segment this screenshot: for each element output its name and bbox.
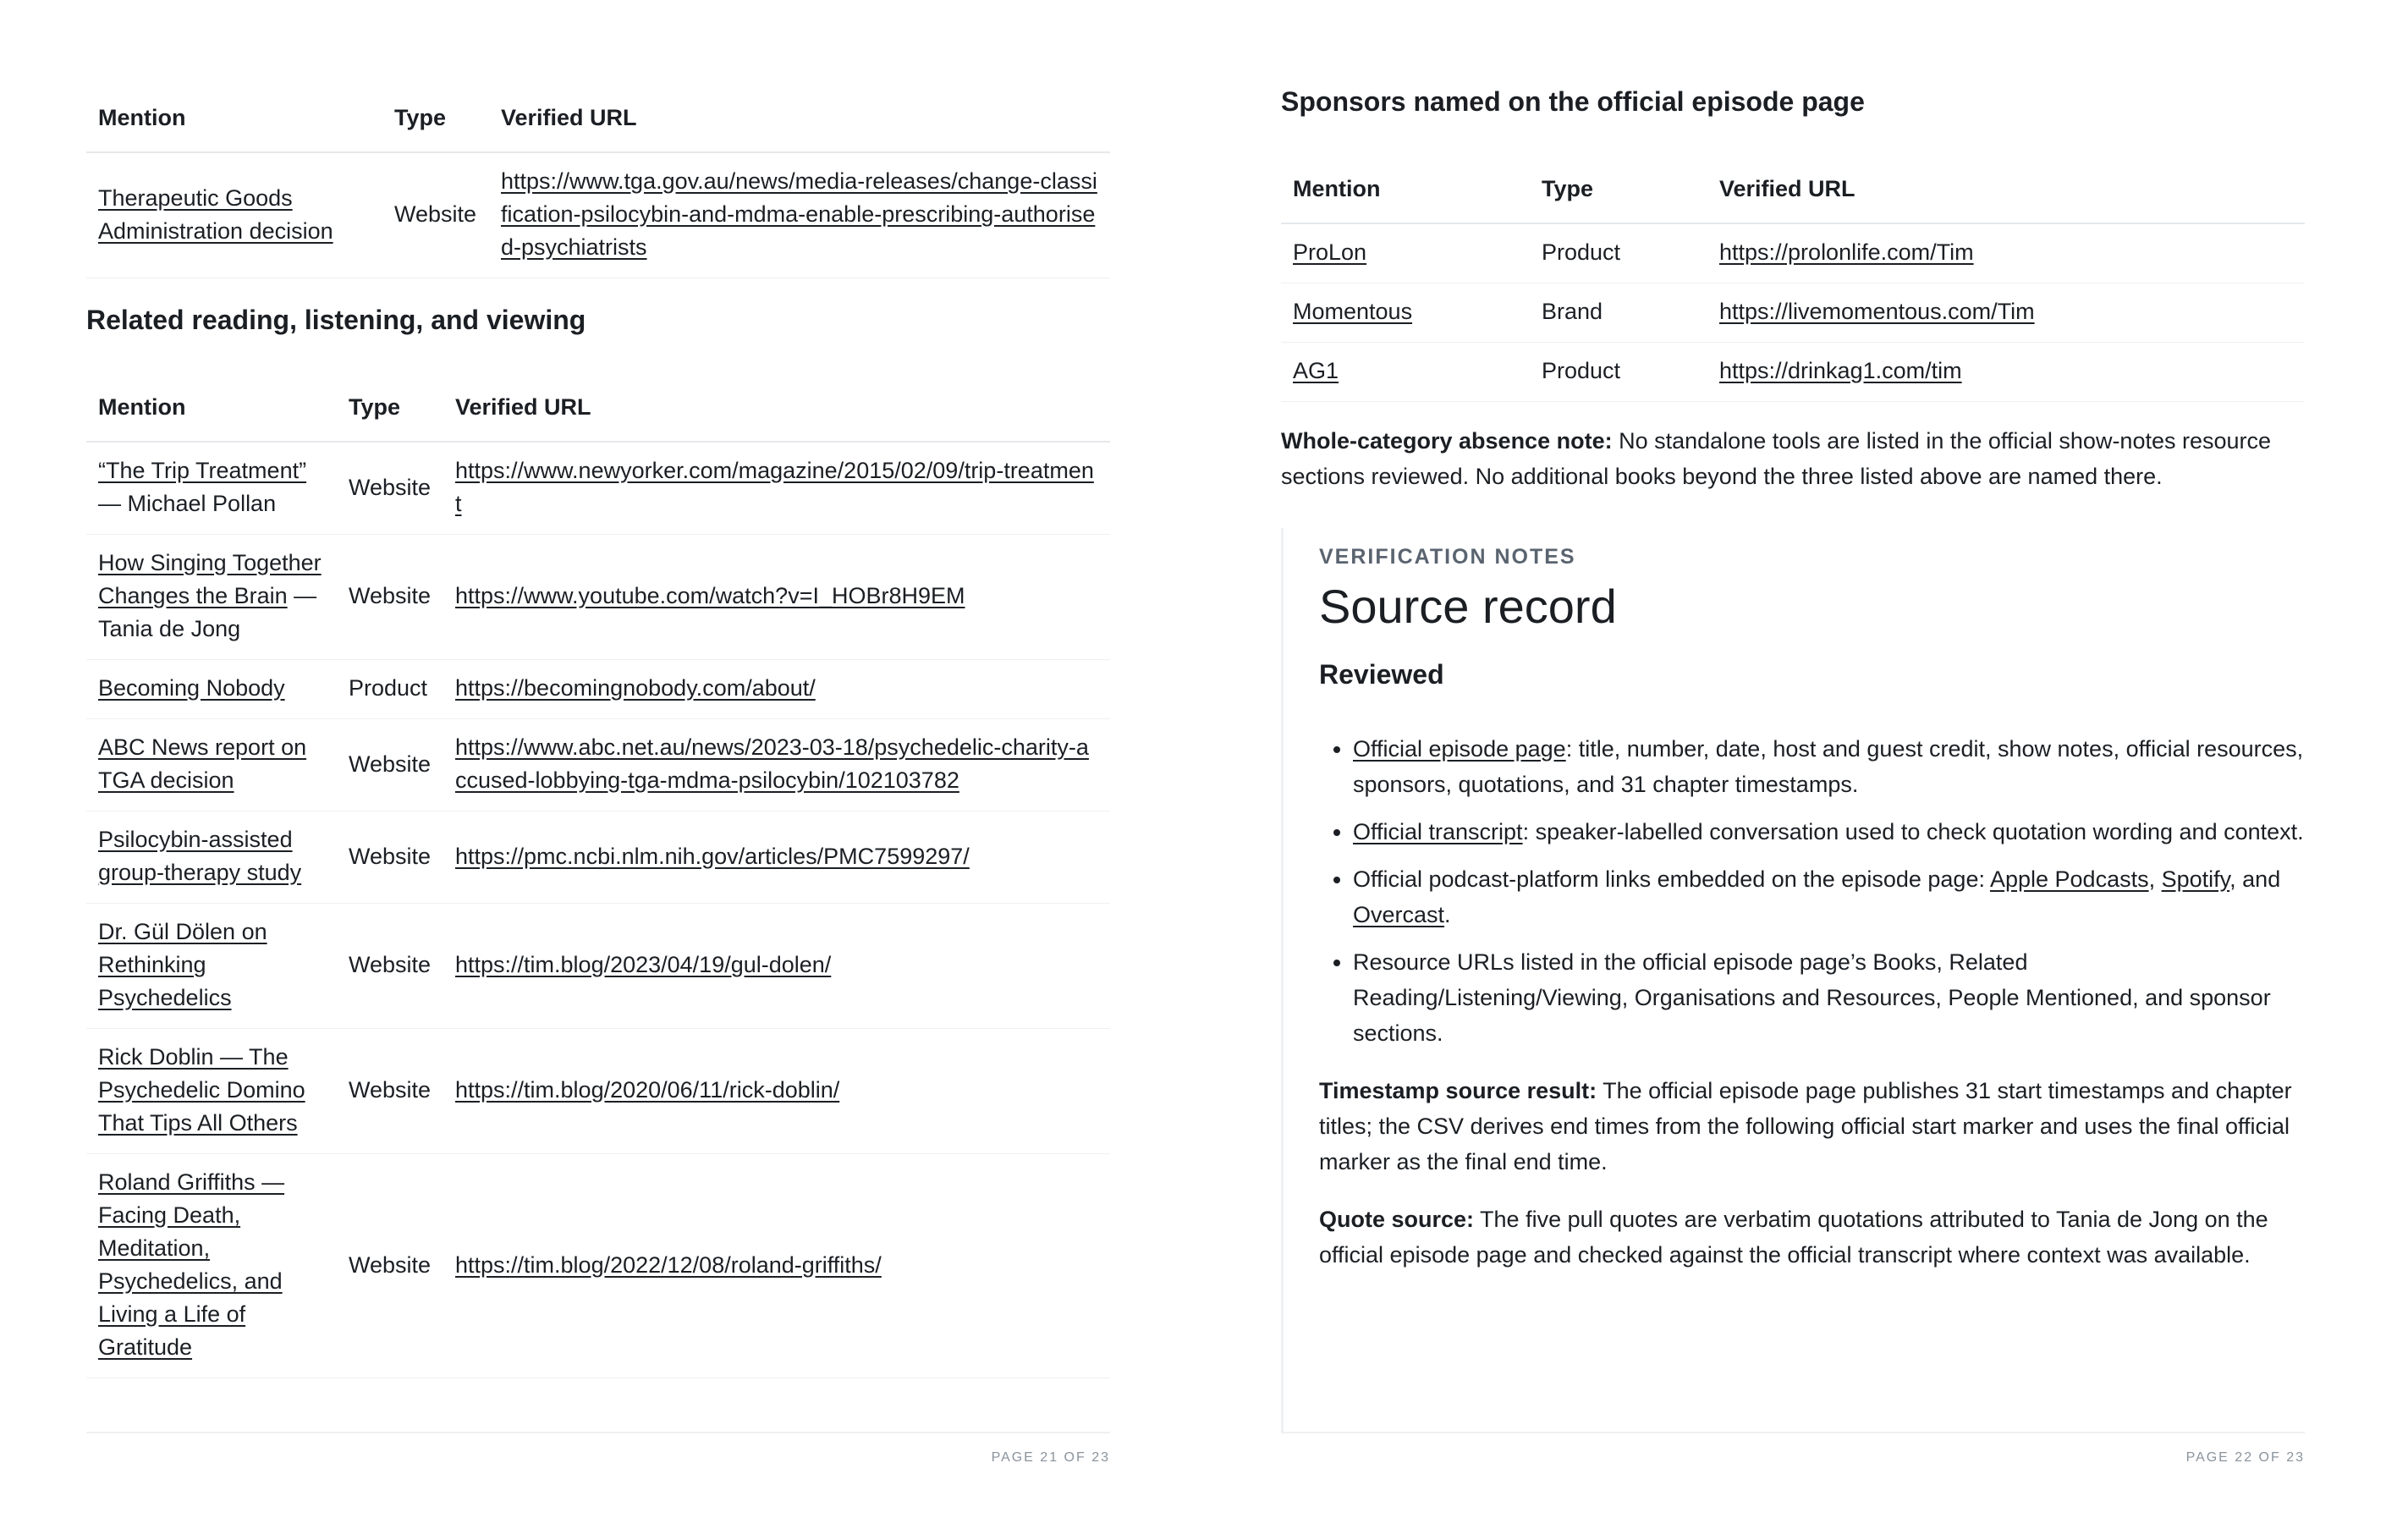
mention-link[interactable]: How Singing Together Changes the Brain — [98, 550, 322, 608]
table-row — [86, 811, 1110, 904]
verified-url-link[interactable]: https://www.youtube.com/watch?v=I_HOBr8H9EM — [455, 583, 965, 608]
table-row — [86, 1029, 1110, 1154]
url-cell — [443, 660, 1110, 719]
column-header-url: Verified URL — [489, 90, 1110, 152]
table-row — [86, 660, 1110, 719]
column-header-url: Verified URL — [1707, 161, 2305, 223]
list-item-text: Resource URLs listed in the official episode page’s Books, Related Reading/Listening/Viewing, Organisations and Resources, People Mentioned, and sponsor sections. — [1353, 949, 2271, 1046]
mention-link[interactable]: ProLon — [1293, 239, 1367, 265]
source-record-title: Source record — [1319, 580, 1617, 633]
mention-cell — [86, 1029, 337, 1154]
url-cell — [443, 719, 1110, 811]
reviewed-subtitle: Reviewed — [1319, 659, 1444, 690]
absence-note — [1281, 423, 2305, 494]
period: . — [1444, 902, 1451, 927]
table-row — [86, 719, 1110, 811]
section-heading-related: Related reading, listening, and viewing — [86, 305, 586, 335]
official-transcript-link[interactable]: Official transcript — [1353, 819, 1523, 844]
mention-cell — [1281, 343, 1530, 402]
mention-suffix: — Michael Pollan — [98, 491, 277, 516]
verified-url-link[interactable]: https://www.newyorker.com/magazine/2015/02/09/trip-treatment — [455, 458, 1094, 516]
separator: , and — [2229, 866, 2281, 892]
mention-link[interactable]: Momentous — [1293, 299, 1413, 324]
verified-url-link[interactable]: https://tim.blog/2020/06/11/rick-doblin/ — [455, 1077, 840, 1103]
apple-podcasts-link[interactable]: Apple Podcasts — [1989, 866, 2149, 892]
url-cell — [443, 1154, 1110, 1378]
mention-cell — [86, 660, 337, 719]
verified-url-link[interactable]: https://prolonlife.com/Tim — [1719, 239, 1974, 265]
column-header-mention: Mention — [86, 90, 382, 152]
url-cell — [443, 442, 1110, 535]
spotify-link[interactable]: Spotify — [2161, 866, 2230, 892]
url-cell — [443, 904, 1110, 1029]
mention-cell — [86, 904, 337, 1029]
url-cell — [443, 535, 1110, 660]
column-header-type: Type — [337, 379, 443, 442]
separator: , — [2148, 866, 2162, 892]
mention-cell — [86, 719, 337, 811]
timestamp-source-paragraph — [1319, 1073, 2305, 1180]
sponsors-table — [1281, 161, 2305, 402]
mention-suffix: — Tania de Jong — [98, 583, 317, 641]
column-header-mention: Mention — [1281, 161, 1530, 223]
mention-link[interactable]: Becoming Nobody — [98, 675, 285, 701]
page-21 — [86, 0, 1110, 1540]
list-item-text: : speaker-labelled conversation used to check quotation wording and context. — [1522, 819, 2304, 844]
mention-cell — [1281, 283, 1530, 343]
table-row — [86, 904, 1110, 1029]
type-cell: Product — [1530, 343, 1707, 402]
type-cell: Website — [337, 719, 443, 811]
mention-link[interactable]: Rick Doblin — The Psychedelic Domino That Tips All Others — [98, 1044, 305, 1136]
timestamp-source-text: The official episode page publishes 31 start timestamps and chapter titles; the CSV derives end times from the following official start marker and uses the final official marker as the final end time. — [1319, 1078, 2292, 1174]
url-cell — [443, 811, 1110, 904]
table-row — [86, 152, 1110, 278]
table-header-row — [86, 90, 1110, 152]
column-header-type: Type — [1530, 161, 1707, 223]
type-cell: Website — [337, 811, 443, 904]
table-row — [1281, 223, 2305, 283]
url-cell — [1707, 283, 2305, 343]
verification-notes-panel — [1281, 528, 2305, 1432]
verified-url-link[interactable]: https://tim.blog/2023/04/19/gul-dolen/ — [455, 952, 832, 977]
page-22 — [1281, 0, 2305, 1540]
official-episode-page-link[interactable]: Official episode page — [1353, 736, 1566, 762]
list-item-text: : title, number, date, host and guest credit, show notes, official resources, sponsors, quotations, and 31 chapter timestamps. — [1353, 736, 2304, 797]
table-row — [86, 442, 1110, 535]
mention-cell — [86, 442, 337, 535]
mention-cell — [86, 811, 337, 904]
type-cell: Website — [382, 152, 489, 278]
type-cell: Website — [337, 535, 443, 660]
column-header-url: Verified URL — [443, 379, 1110, 442]
timestamp-source-label: Timestamp source result: — [1319, 1078, 1597, 1103]
url-cell — [489, 152, 1110, 278]
mention-link[interactable]: AG1 — [1293, 358, 1339, 383]
url-cell — [443, 1029, 1110, 1154]
mention-link[interactable]: “The Trip Treatment” — [98, 458, 307, 483]
table-row — [86, 1154, 1110, 1378]
quote-source-text: The five pull quotes are verbatim quotations attributed to Tania de Jong on the official episode page and checked against the official transcript where context was available. — [1319, 1207, 2268, 1268]
column-header-type: Type — [382, 90, 489, 152]
quote-source-paragraph — [1319, 1202, 2305, 1273]
list-item — [1353, 731, 2305, 802]
list-item — [1353, 944, 2305, 1051]
mention-link[interactable]: Therapeutic Goods Administration decision — [98, 184, 333, 244]
verified-url-link[interactable]: https://becomingnobody.com/about/ — [455, 675, 816, 701]
mention-cell — [86, 1154, 337, 1378]
mention-link[interactable]: Roland Griffiths — Facing Death, Meditation, Psychedelics, and Living a Life of Gratitude — [98, 1169, 285, 1360]
verified-url-link[interactable]: https://livemomentous.com/Tim — [1719, 299, 2035, 324]
section-heading-sponsors: Sponsors named on the official episode page — [1281, 86, 1865, 117]
table-header-row — [1281, 161, 2305, 223]
mention-link[interactable]: Psilocybin-assisted group-therapy study — [98, 827, 302, 885]
page-number: PAGE 21 OF 23 — [86, 1432, 1110, 1466]
overcast-link[interactable]: Overcast — [1353, 902, 1445, 927]
table-row — [1281, 343, 2305, 402]
quote-source-label: Quote source: — [1319, 1207, 1475, 1232]
related-table — [86, 379, 1110, 1378]
type-cell: Brand — [1530, 283, 1707, 343]
mention-cell — [86, 152, 382, 278]
list-item — [1353, 861, 2305, 932]
table-header-row — [86, 379, 1110, 442]
page-number: PAGE 22 OF 23 — [1281, 1432, 2305, 1466]
list-item — [1353, 814, 2305, 850]
mention-cell — [1281, 223, 1530, 283]
verified-url-link[interactable]: https://drinkag1.com/tim — [1719, 358, 1962, 383]
verified-url-link[interactable]: https://tim.blog/2022/12/08/roland-griffiths/ — [455, 1251, 882, 1278]
mention-link[interactable]: ABC News report on TGA decision — [98, 734, 307, 793]
mention-cell — [86, 535, 337, 660]
list-item-text: Official podcast-platform links embedded on the episode page: — [1353, 866, 1990, 892]
absence-note-text: No standalone tools are listed in the official show-notes resource sections reviewed. No additional books beyond the three listed above are named there. — [1281, 428, 2272, 489]
type-cell: Website — [337, 1154, 443, 1378]
type-cell: Website — [337, 904, 443, 1029]
type-cell: Product — [337, 660, 443, 719]
resources-table-top — [86, 90, 1110, 278]
table-row — [86, 535, 1110, 660]
verified-url-link[interactable]: https://www.abc.net.au/news/2023-03-18/psychedelic-charity-accused-lobbying-tga-mdma-psilocybin/102103782 — [455, 734, 1089, 793]
absence-note-label: Whole-category absence note: — [1281, 428, 1613, 454]
type-cell: Product — [1530, 223, 1707, 283]
type-cell: Website — [337, 442, 443, 535]
column-header-mention: Mention — [86, 379, 337, 442]
url-cell — [1707, 223, 2305, 283]
table-row — [1281, 283, 2305, 343]
url-cell — [1707, 343, 2305, 402]
mention-link[interactable]: Dr. Gül Dölen on Rethinking Psychedelics — [98, 919, 267, 1010]
verified-url-link[interactable]: https://www.tga.gov.au/news/media-releases/change-classification-psilocybin-and-mdma-enable-prescribing-authorised-psychiatrists — [501, 168, 1097, 260]
reviewed-list — [1319, 731, 2305, 1051]
verification-eyebrow: VERIFICATION NOTES — [1319, 545, 1576, 569]
type-cell: Website — [337, 1029, 443, 1154]
verified-url-link[interactable]: https://pmc.ncbi.nlm.nih.gov/articles/PMC7599297/ — [455, 843, 970, 869]
